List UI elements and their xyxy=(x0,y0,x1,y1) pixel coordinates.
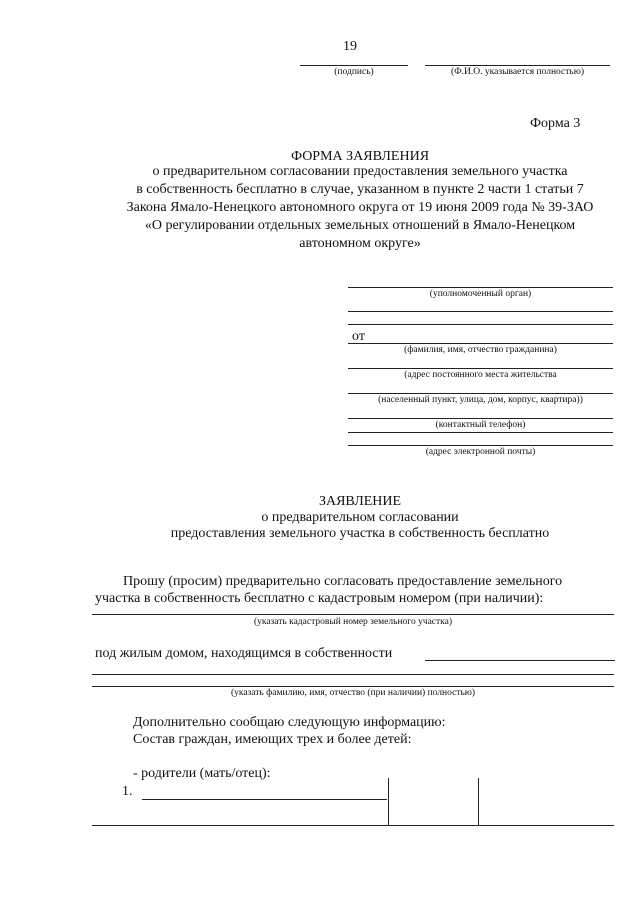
parents-text: - родители (мать/отец): xyxy=(133,766,271,781)
table-divider-2 xyxy=(478,778,479,826)
signature-line xyxy=(300,65,408,66)
statement-line-1: о предварительном согласовании xyxy=(261,510,459,525)
signature-caption: (подпись) xyxy=(334,67,374,77)
address-detail-caption: (населенный пункт, улица, дом, корпус, квартира)) xyxy=(378,395,583,405)
form-title-line: о предварительном согласовании предоставления земельного участка xyxy=(152,164,568,179)
form-title-line: Закона Ямало-Ненецкого автономного округа от 19 июня 2009 года № 39-ЗАО xyxy=(126,200,594,215)
phone-line xyxy=(348,418,613,419)
address-detail-line xyxy=(348,393,613,394)
house-text: под жилым домом, находящимся в собственности xyxy=(95,646,393,661)
cadastral-caption: (указать кадастровый номер земельного участка) xyxy=(253,617,453,627)
form-title-heading: ФОРМА ЗАЯВЛЕНИЯ xyxy=(290,149,430,164)
family-text: Состав граждан, имеющих трех и более детей: xyxy=(133,732,412,747)
fio-line xyxy=(425,65,610,66)
owner-line-2 xyxy=(92,674,614,675)
authority-line-2 xyxy=(348,311,613,312)
address-caption: (адрес постоянного места жительства xyxy=(404,370,557,380)
request-line-2: участка в собственность бесплатно с кадастровым номером (при наличии): xyxy=(95,591,544,606)
form-title-line: в собственность бесплатно в случае, указанном в пункте 2 части 1 статьи 7 xyxy=(136,182,584,197)
authority-caption: (уполномоченный орган) xyxy=(429,289,532,299)
house-owner-line xyxy=(425,660,615,661)
owner-line-3 xyxy=(92,686,614,687)
fullname-caption: (фамилия, имя, отчество гражданина) xyxy=(404,345,557,355)
email-line xyxy=(348,432,613,433)
form-label: Форма 3 xyxy=(530,116,581,131)
row-number: 1. xyxy=(122,784,133,799)
email-line-2 xyxy=(348,445,613,446)
table-bottom-line xyxy=(92,825,614,826)
fio-caption: (Ф.И.О. указывается полностью) xyxy=(451,67,584,77)
address-line xyxy=(348,368,613,369)
parent-name-line xyxy=(142,799,387,800)
form-title-line: автономном округе» xyxy=(299,236,421,251)
authority-line xyxy=(348,287,613,288)
owner-caption: (указать фамилию, имя, отчество (при наличии) полностью) xyxy=(230,688,476,698)
statement-line-2: предоставления земельного участка в собственность бесплатно xyxy=(170,526,550,541)
request-line-1: Прошу (просим) предварительно согласовать предоставление земельного xyxy=(123,574,563,589)
table-divider-1 xyxy=(388,778,389,826)
info-text: Дополнительно сообщаю следующую информацию: xyxy=(133,715,446,730)
statement-heading: ЗАЯВЛЕНИЕ xyxy=(318,494,402,509)
from-label: от xyxy=(352,329,365,344)
form-title-line: «О регулировании отдельных земельных отношений в Ямало-Ненецком xyxy=(144,218,576,233)
authority-line-3 xyxy=(348,324,613,325)
cadastral-line xyxy=(92,614,614,615)
email-caption: (адрес электронной почты) xyxy=(425,447,536,457)
form-title-block xyxy=(60,163,640,253)
fullname-line xyxy=(348,343,613,344)
phone-caption: (контактный телефон) xyxy=(435,420,526,430)
page-number: 19 xyxy=(343,39,357,54)
